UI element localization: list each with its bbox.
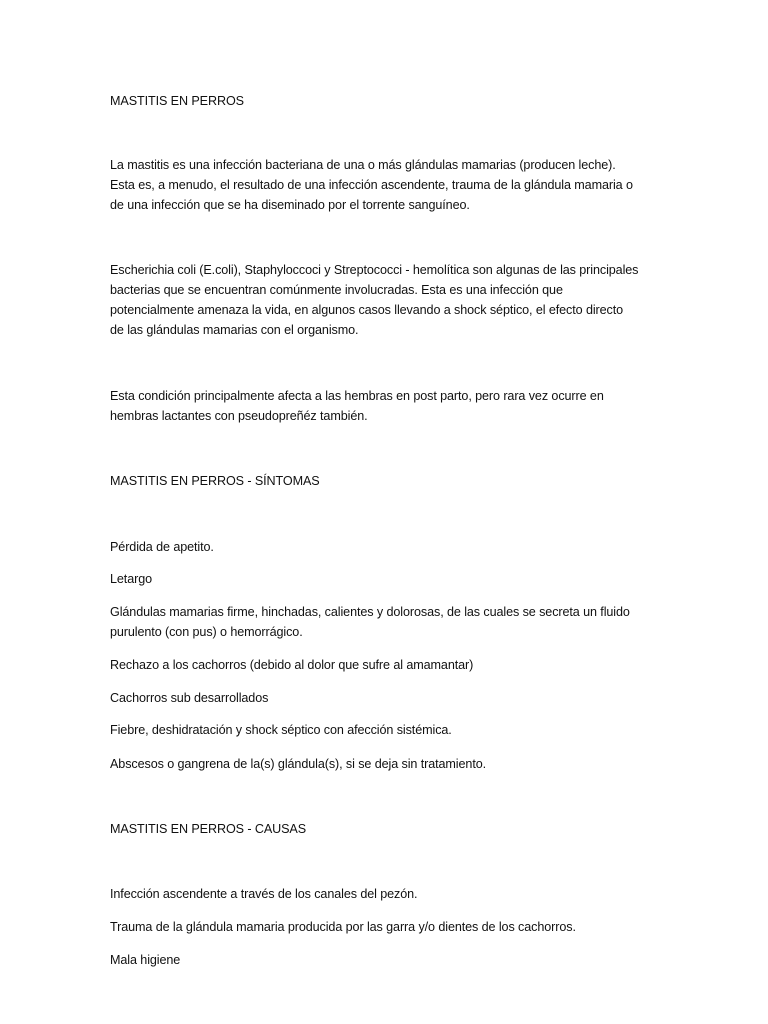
symptom-item: Glándulas mamarias firme, hinchadas, calientes y dolorosas, de las cuales se secreta un fluido xyxy=(110,605,630,619)
symptom-item: Letargo xyxy=(110,572,153,586)
symptom-item: Abscesos o gangrena de la(s) glándula(s), si se deja sin tratamiento. xyxy=(110,757,487,771)
cause-item: Mala higiene xyxy=(110,953,181,967)
intro-line-2: Esta es, a menudo, el resultado de una infección ascendente, trauma de la glándula mamaria o xyxy=(110,178,633,192)
causes-heading: MASTITIS EN PERROS - CAUSAS xyxy=(110,822,307,836)
condition-line-2: hembras lactantes con pseudopreñéz también. xyxy=(110,409,368,423)
symptom-item-continuation: purulento (con pus) o hemorrágico. xyxy=(110,625,303,639)
bacteria-line-1: Escherichia coli (E.coli), Staphyloccoci y Streptococci - hemolítica son algunas de las principales xyxy=(110,263,639,277)
intro-line-1: La mastitis es una infección bacteriana de una o más glándulas mamarias (producen leche). xyxy=(110,158,616,172)
symptom-item: Fiebre, deshidratación y shock séptico con afección sistémica. xyxy=(110,723,452,737)
symptom-item: Cachorros sub desarrollados xyxy=(110,691,269,705)
document-title: MASTITIS EN PERROS xyxy=(110,94,244,108)
symptoms-heading: MASTITIS EN PERROS - SÍNTOMAS xyxy=(110,474,320,488)
bacteria-line-3: potencialmente amenaza la vida, en algunos casos llevando a shock séptico, el efecto directo xyxy=(110,303,624,317)
cause-item: Infección ascendente a través de los canales del pezón. xyxy=(110,887,418,901)
intro-line-3: de una infección que se ha diseminado por el torrente sanguíneo. xyxy=(110,198,470,212)
condition-line-1: Esta condición principalmente afecta a las hembras en post parto, pero rara vez ocurre en xyxy=(110,389,604,403)
bacteria-line-2: bacterias que se encuentran comúnmente involucradas. Esta es una infección que xyxy=(110,283,563,297)
symptom-item: Rechazo a los cachorros (debido al dolor que sufre al amamantar) xyxy=(110,658,474,672)
symptom-item: Pérdida de apetito. xyxy=(110,540,214,554)
bacteria-line-4: de las glándulas mamarias con el organismo. xyxy=(110,323,359,337)
cause-item: Trauma de la glándula mamaria producida por las garra y/o dientes de los cachorros. xyxy=(110,920,576,934)
